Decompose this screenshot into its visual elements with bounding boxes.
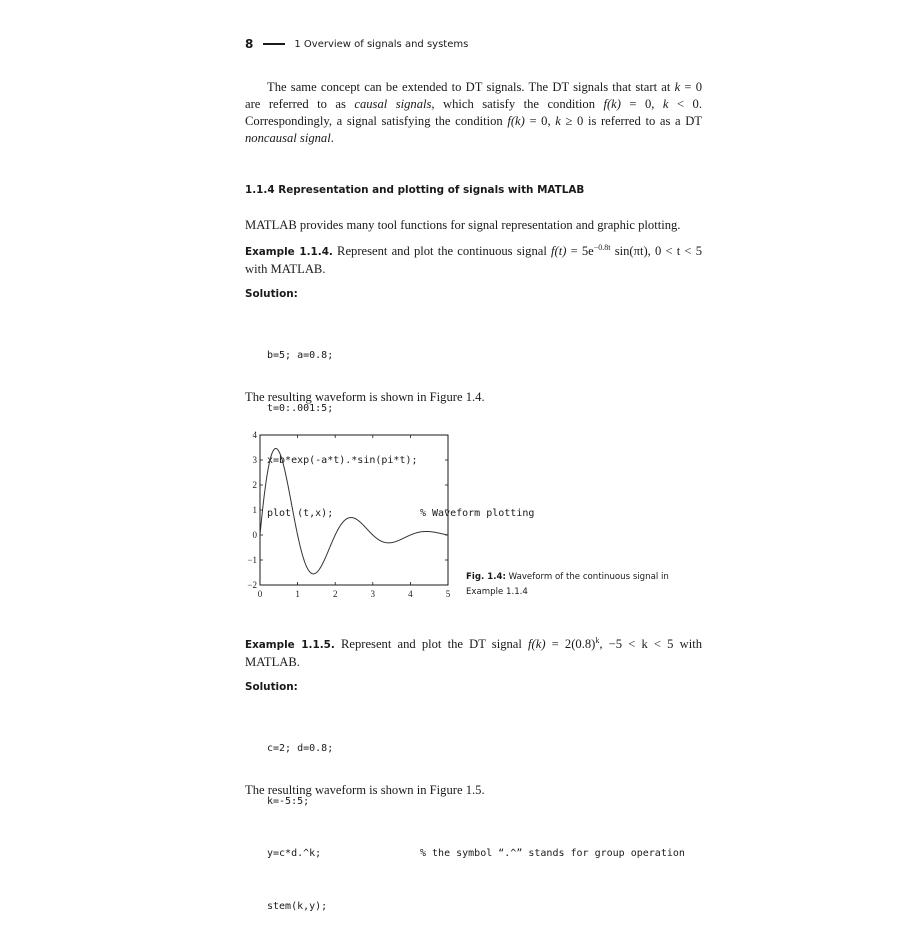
code-line xyxy=(267,845,685,863)
y-tick-label: 4 xyxy=(252,430,257,440)
term-noncausal-signal: noncausal signal xyxy=(245,131,331,145)
example-1-1-5 xyxy=(245,636,702,671)
text-run: The same concept can be extended to DT signals. The DT signals that start at xyxy=(267,80,675,94)
x-tick-label: 0 xyxy=(257,589,263,599)
waveform-line xyxy=(260,448,448,573)
text-run: = 0, xyxy=(524,114,556,128)
x-tick-label: 2 xyxy=(332,589,338,599)
text-run: = 2(0.8) xyxy=(545,637,596,651)
text-run: sin(πt), 0 < t < 5 with MATLAB. xyxy=(245,244,702,276)
code-stmt: y=c*d.^k; xyxy=(267,848,322,859)
code-stmt: plot (t,x); xyxy=(267,507,334,519)
example-label: Example 1.1.4. xyxy=(245,246,333,258)
text-run: Represent and plot the continuous signal xyxy=(332,244,552,258)
y-tick-label: 0 xyxy=(252,530,257,540)
x-tick-label: 5 xyxy=(445,589,451,599)
plot-frame xyxy=(260,435,448,585)
caption-text: Waveform of the continuous signal in Example 1.1.4 xyxy=(466,572,669,597)
text-run: . xyxy=(330,131,334,145)
text-run: = 0, xyxy=(620,97,663,111)
text-run: , which satisfy the condition xyxy=(431,97,604,111)
example-1-1-4 xyxy=(245,243,702,278)
y-tick-label: 3 xyxy=(252,455,257,465)
running-title: 1 Overview of signals and systems xyxy=(294,38,469,50)
math-ft: f(t) xyxy=(551,244,567,258)
code-comment: % Waveform plotting xyxy=(420,507,535,519)
code-line xyxy=(267,740,333,758)
code-line xyxy=(267,347,418,365)
math-exponent: k xyxy=(595,635,600,645)
math-fk: f(k) xyxy=(507,114,525,128)
y-tick-label: 1 xyxy=(252,505,257,515)
page-number: 8 xyxy=(245,37,254,51)
math-fk: f(k) xyxy=(603,97,621,111)
text-run: = 5e xyxy=(566,244,594,258)
code-line xyxy=(267,898,333,916)
y-axis-ticks xyxy=(247,430,448,590)
code-stmt: stem(k,y); xyxy=(267,900,328,912)
code-stmt: k=-5:5; xyxy=(267,795,310,807)
math-k: k xyxy=(555,114,561,128)
example-label: Example 1.1.5. xyxy=(245,639,335,651)
code-stmt: x=b*exp(-a*t).*sin(pi*t); xyxy=(267,455,418,466)
term-causal-signals: causal signals xyxy=(354,97,432,111)
math-k: k xyxy=(662,97,669,111)
y-tick-label: 2 xyxy=(252,480,257,490)
code-stmt: c=2; d=0.8; xyxy=(267,743,334,754)
result-sentence-1: The resulting waveform is shown in Figure 1.4. xyxy=(245,390,485,404)
code-comment: % the symbol “.^” stands for group operation xyxy=(420,848,685,859)
solution-label: Solution: xyxy=(245,288,298,300)
section-heading: 1.1.4 Representation and plotting of signals with MATLAB xyxy=(245,184,585,196)
code-stmt: b=5; a=0.8; xyxy=(267,350,334,361)
solution-label: Solution: xyxy=(245,681,298,693)
x-tick-label: 4 xyxy=(408,589,413,599)
y-tick-label: −1 xyxy=(247,555,257,565)
text-run: = 0 are referred to as xyxy=(245,80,703,111)
code-stmt: t=0:.001:5; xyxy=(267,402,334,414)
math-exponent: −0.8t xyxy=(593,242,611,252)
y-tick-label: −2 xyxy=(247,580,257,590)
paragraph-causal-signals xyxy=(245,79,702,147)
figure-1-4-plot xyxy=(240,425,460,605)
intro-paragraph: MATLAB provides many tool functions for signal representation and graphic plotting. xyxy=(245,218,681,232)
x-axis-ticks xyxy=(258,435,451,599)
figure-caption xyxy=(466,570,696,600)
text-run: , −5 < k < 5 with MATLAB. xyxy=(245,637,702,669)
x-tick-label: 3 xyxy=(370,589,376,599)
math-fk: f(k) xyxy=(528,637,546,651)
text-run: < 0. Correspondingly, a signal satisfying the condition xyxy=(245,97,702,128)
math-k: k xyxy=(674,80,681,94)
text-run: ≥ 0 is referred to as a DT xyxy=(560,114,702,128)
running-header xyxy=(245,36,468,52)
text-run: Represent and plot the DT signal xyxy=(334,637,529,651)
result-sentence-2: The resulting waveform is shown in Figure 1.5. xyxy=(245,783,485,797)
x-tick-label: 1 xyxy=(295,589,300,599)
caption-label: Fig. 1.4: xyxy=(466,572,506,582)
header-rule xyxy=(263,43,285,45)
